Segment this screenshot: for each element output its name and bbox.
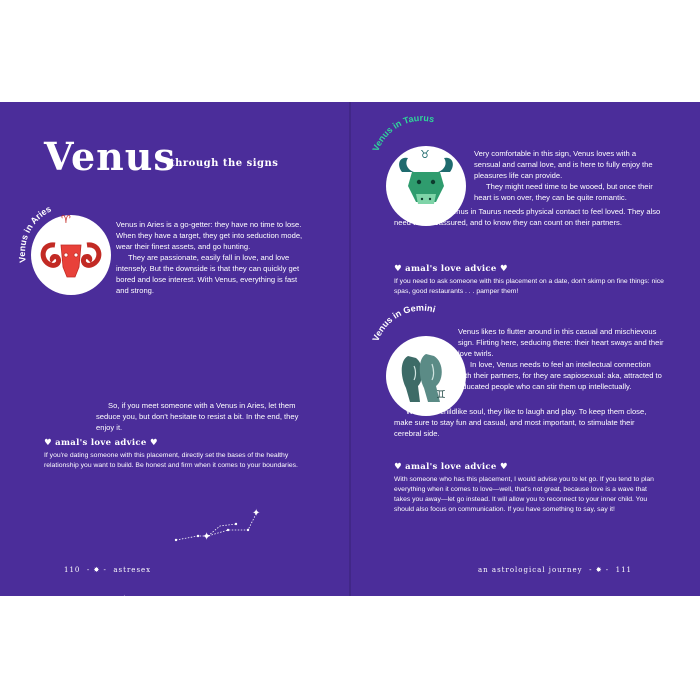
- taurus-paragraph-3: Very tactile, Venus in Taurus needs physical contact to feel loved. They also need to be reassured, and to know they can count on their partners.: [394, 207, 661, 227]
- taurus-text: [474, 148, 664, 203]
- constellation-lower: [110, 590, 210, 605]
- gemini-text: [458, 326, 664, 392]
- aries-advice: If you're dating someone with this placement, directly set the bases of the healthy relationship you want to build. Be honest and firm when it comes to your boundaries.: [44, 452, 298, 469]
- book-spread: [0, 102, 700, 605]
- aries-advice-heading: ♥ amal's love advice ♥: [44, 438, 158, 448]
- footer-separator: -: [86, 566, 91, 574]
- aries-text-wide: [96, 400, 306, 433]
- footer-separator: -: [605, 566, 610, 574]
- aries-label: Venus in Aries: [16, 203, 53, 264]
- constellation-star-icon: ✦: [120, 594, 129, 605]
- aries-paragraph-3: So, if you meet someone with a Venus in Aries, let them seduce you, but don't hesitate to resist a bit. In the end, they enjoy it.: [96, 401, 299, 432]
- book-title-left: astresex: [113, 566, 152, 574]
- gemini-text-wide: [394, 406, 664, 439]
- constellation-upper: [168, 500, 278, 550]
- gemini-paragraph-2: In love, Venus needs to feel an intellectual connection with their partners, for they are sapiosexual: aka, attracted to educated people who can stir them up intellectually.: [458, 360, 662, 391]
- gemini-medallion: [386, 336, 466, 416]
- taurus-symbol: ♉: [420, 148, 430, 161]
- aries-text: [116, 219, 306, 296]
- footer-separator: -: [589, 566, 593, 574]
- constellation-star-icon: ✦: [252, 508, 261, 519]
- taurus-advice: If you need to ask someone with this placement on a date, don't skimp on fine things: nice spas, good restaurants . . . pamper them!: [394, 278, 664, 295]
- gutter: [349, 102, 351, 596]
- gemini-paragraph-1: Venus likes to flutter around in this casual and mischievous sign. Flirting here, seducing there: their heart sways and their love twirls.: [458, 327, 664, 358]
- footer-separator: -: [103, 566, 107, 574]
- star-icon: ✸: [595, 566, 603, 574]
- aries-medallion: [31, 215, 111, 295]
- gemini-paragraph-3: With their childlike soul, they like to laugh and play. To keep them close, make sure to stay fun and casual, and most important, to stimulate their cerebral side.: [394, 407, 647, 438]
- page-number-right: 111: [615, 566, 632, 574]
- taurus-text-wide: [394, 206, 664, 228]
- ram-icon: [31, 215, 111, 295]
- constellation-star-icon: ✦: [202, 530, 212, 543]
- star-icon: ✸: [93, 566, 101, 574]
- aries-symbol: ♈: [61, 213, 71, 226]
- aries-paragraph-1: Venus in Aries is a go-getter: they have no time to lose. When they have a target, they get into seduction mode, wear their finest assets, and go hunting.: [116, 220, 303, 251]
- twins-icon: [386, 336, 466, 416]
- gemini-advice: With someone who has this placement, I would advise you to let go. If you tend to plan everything when it comes to love—well, that's not great, because love is a wave that takes you away—let go instead. It will allow you to reconnect to your inner child. You should also focus on communication. If you have something to say, say it!: [394, 476, 654, 513]
- book-title-right: an astrological journey: [478, 566, 583, 574]
- taurus-label: Venus in Taurus: [370, 112, 436, 153]
- page-subtitle: through the signs: [170, 158, 279, 169]
- taurus-paragraph-1: Very comfortable in this sign, Venus loves with a sensual and carnal love, and is here to fully enjoy the pleasures life can provide.: [474, 149, 653, 180]
- gemini-symbol: ♊: [436, 388, 446, 401]
- footer-left: [64, 566, 151, 574]
- gemini-advice-heading: ♥ amal's love advice ♥: [394, 462, 508, 472]
- gemini-label: Venus in Gemini: [370, 302, 437, 343]
- taurus-paragraph-2: They might need time to be wooed, but once their heart is won over, they can be quite romantic.: [474, 182, 653, 202]
- aries-paragraph-2: They are passionate, easily fall in love, and love intensely. But the downside is that they can quickly get bored and lose interest. With Venus, everything is fast and strong.: [116, 253, 300, 295]
- taurus-advice-heading: ♥ amal's love advice ♥: [394, 264, 508, 274]
- page-title: Venus: [44, 134, 176, 179]
- page-number-left: 110: [64, 566, 81, 574]
- footer-right: [478, 566, 632, 574]
